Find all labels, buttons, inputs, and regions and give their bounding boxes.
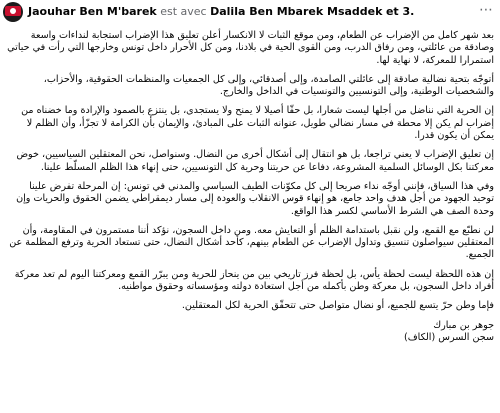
tagged-person-name[interactable]: Dalila Ben Mbarek Msaddek [210, 5, 383, 18]
avatar-mark [10, 8, 16, 14]
signature-place: سجن السرس (الكاف) [403, 331, 494, 343]
post-paragraph-5: وفي هذا السياق، فإنني أوجّه نداء صريحا إلى كل مكوّنات الطيف السياسي والمدني في تونس: إن المرحلة تفرض علينا توحيد الجهود من أجل هدف واحد جامع، هو إنهاء قوس الانقلاب والعودة إلى مسار ديمقراطي يضمن الحقوق والحريات وإن وحدة الصف هي الشرط الأساسي لكسر هذا الواقع. [16, 180, 494, 217]
with-connector: est avec [160, 5, 207, 18]
profile-photo-icon[interactable] [3, 2, 23, 22]
post-paragraph-4: إن تعليق الإضراب لا يعني تراجعا، بل هو انتقال إلى أشكال أخرى من النضال. وسنواصل، نحن المعتقلين السياسيين، خوض معركتنا بكل الوسائل السلمية المشروعة، دفاعا عن حريتنا وحرية كل التونسيين، حتى إنهاء هذا الظلم المسلّط علينا. [16, 149, 494, 173]
post-paragraph-2: أتوجّه بتحية نضالية صادقة إلى عائلتي الصامدة، وإلى أصدقائي، وإلى كل الجمعيات والمنظمات الحقوقية، والأحزاب، والشخصيات الوطنية، وإلى التونسيين والتونسيات في الداخل والخارج. [43, 73, 494, 98]
post-signature [6, 320, 494, 344]
signature-name: جوهر بن مبارك [433, 319, 494, 331]
tagged-others-count[interactable]: et 3. [385, 5, 415, 18]
post-paragraph-7: إن هذه اللحظة ليست لحظة يأس، بل لحظة فرز تاريخي بين من ينحاز للحرية ومن يبرّر القمع ومعركتنا اليوم لم تعد معركة أفراد داخل السجون، بل معركة وطن بأكمله من أجل استعادة دولته ومؤسساته وحقوق مواطنيه. [14, 268, 494, 293]
post-paragraph-8: فإما وطن حرّ يتسع للجميع، أو نضال متواصل حتى تتحقّق الحرية لكل المعتقلين. [181, 300, 494, 312]
post-header [0, 0, 500, 24]
post-paragraph-1: بعد شهر كامل من الإضراب عن الطعام، ومن موقع الثبات لا الانكسار أعلن تعليق هذا الإضراب استجابة لنداءات واسعة وصادقة من عائلتي، ومن رفاق الدرب، ومن القوى الحية في بلادنا، ومن كل الأحرار داخل تونس وخارجها التي رأت في حياتي استمرارا للمعركة، لا نهاية لها. [7, 30, 494, 66]
post-paragraph-6: لن نطبّع مع القمع، ولن نقبل باستدامة الظلم أو التعايش معه. ومن داخل السجون، نؤكد أننا مستمرون في المقاومة، وأن المعتقلين سيواصلون تنسيق وتداول الإضراب عن الطعام بينهم، كأحد أشكال النضال، حتى تستعاد الحرية وترفع المظلمة عن الجميع. [9, 224, 494, 261]
author-line [28, 5, 414, 19]
author-name[interactable]: Jaouhar Ben M'barek [28, 5, 157, 18]
more-options-icon[interactable]: ⋯ [479, 2, 494, 18]
post-paragraph-3: إن الحرية التي نناضل من أجلها ليست شعارا، بل حقّا أصيلا لا يمنح ولا يستجدى، بل ينتزع بالصمود والإرادة وما خضناه من إضراب لم يكن إلا محطة في مسار نضالي طويل، عنوانه الثبات على المبادئ، والإيمان بأن الكرامة لا تجزّأ، وأن الظلم لا يمكن أن يكون قدرا. [21, 105, 494, 142]
post-text [6, 30, 494, 344]
